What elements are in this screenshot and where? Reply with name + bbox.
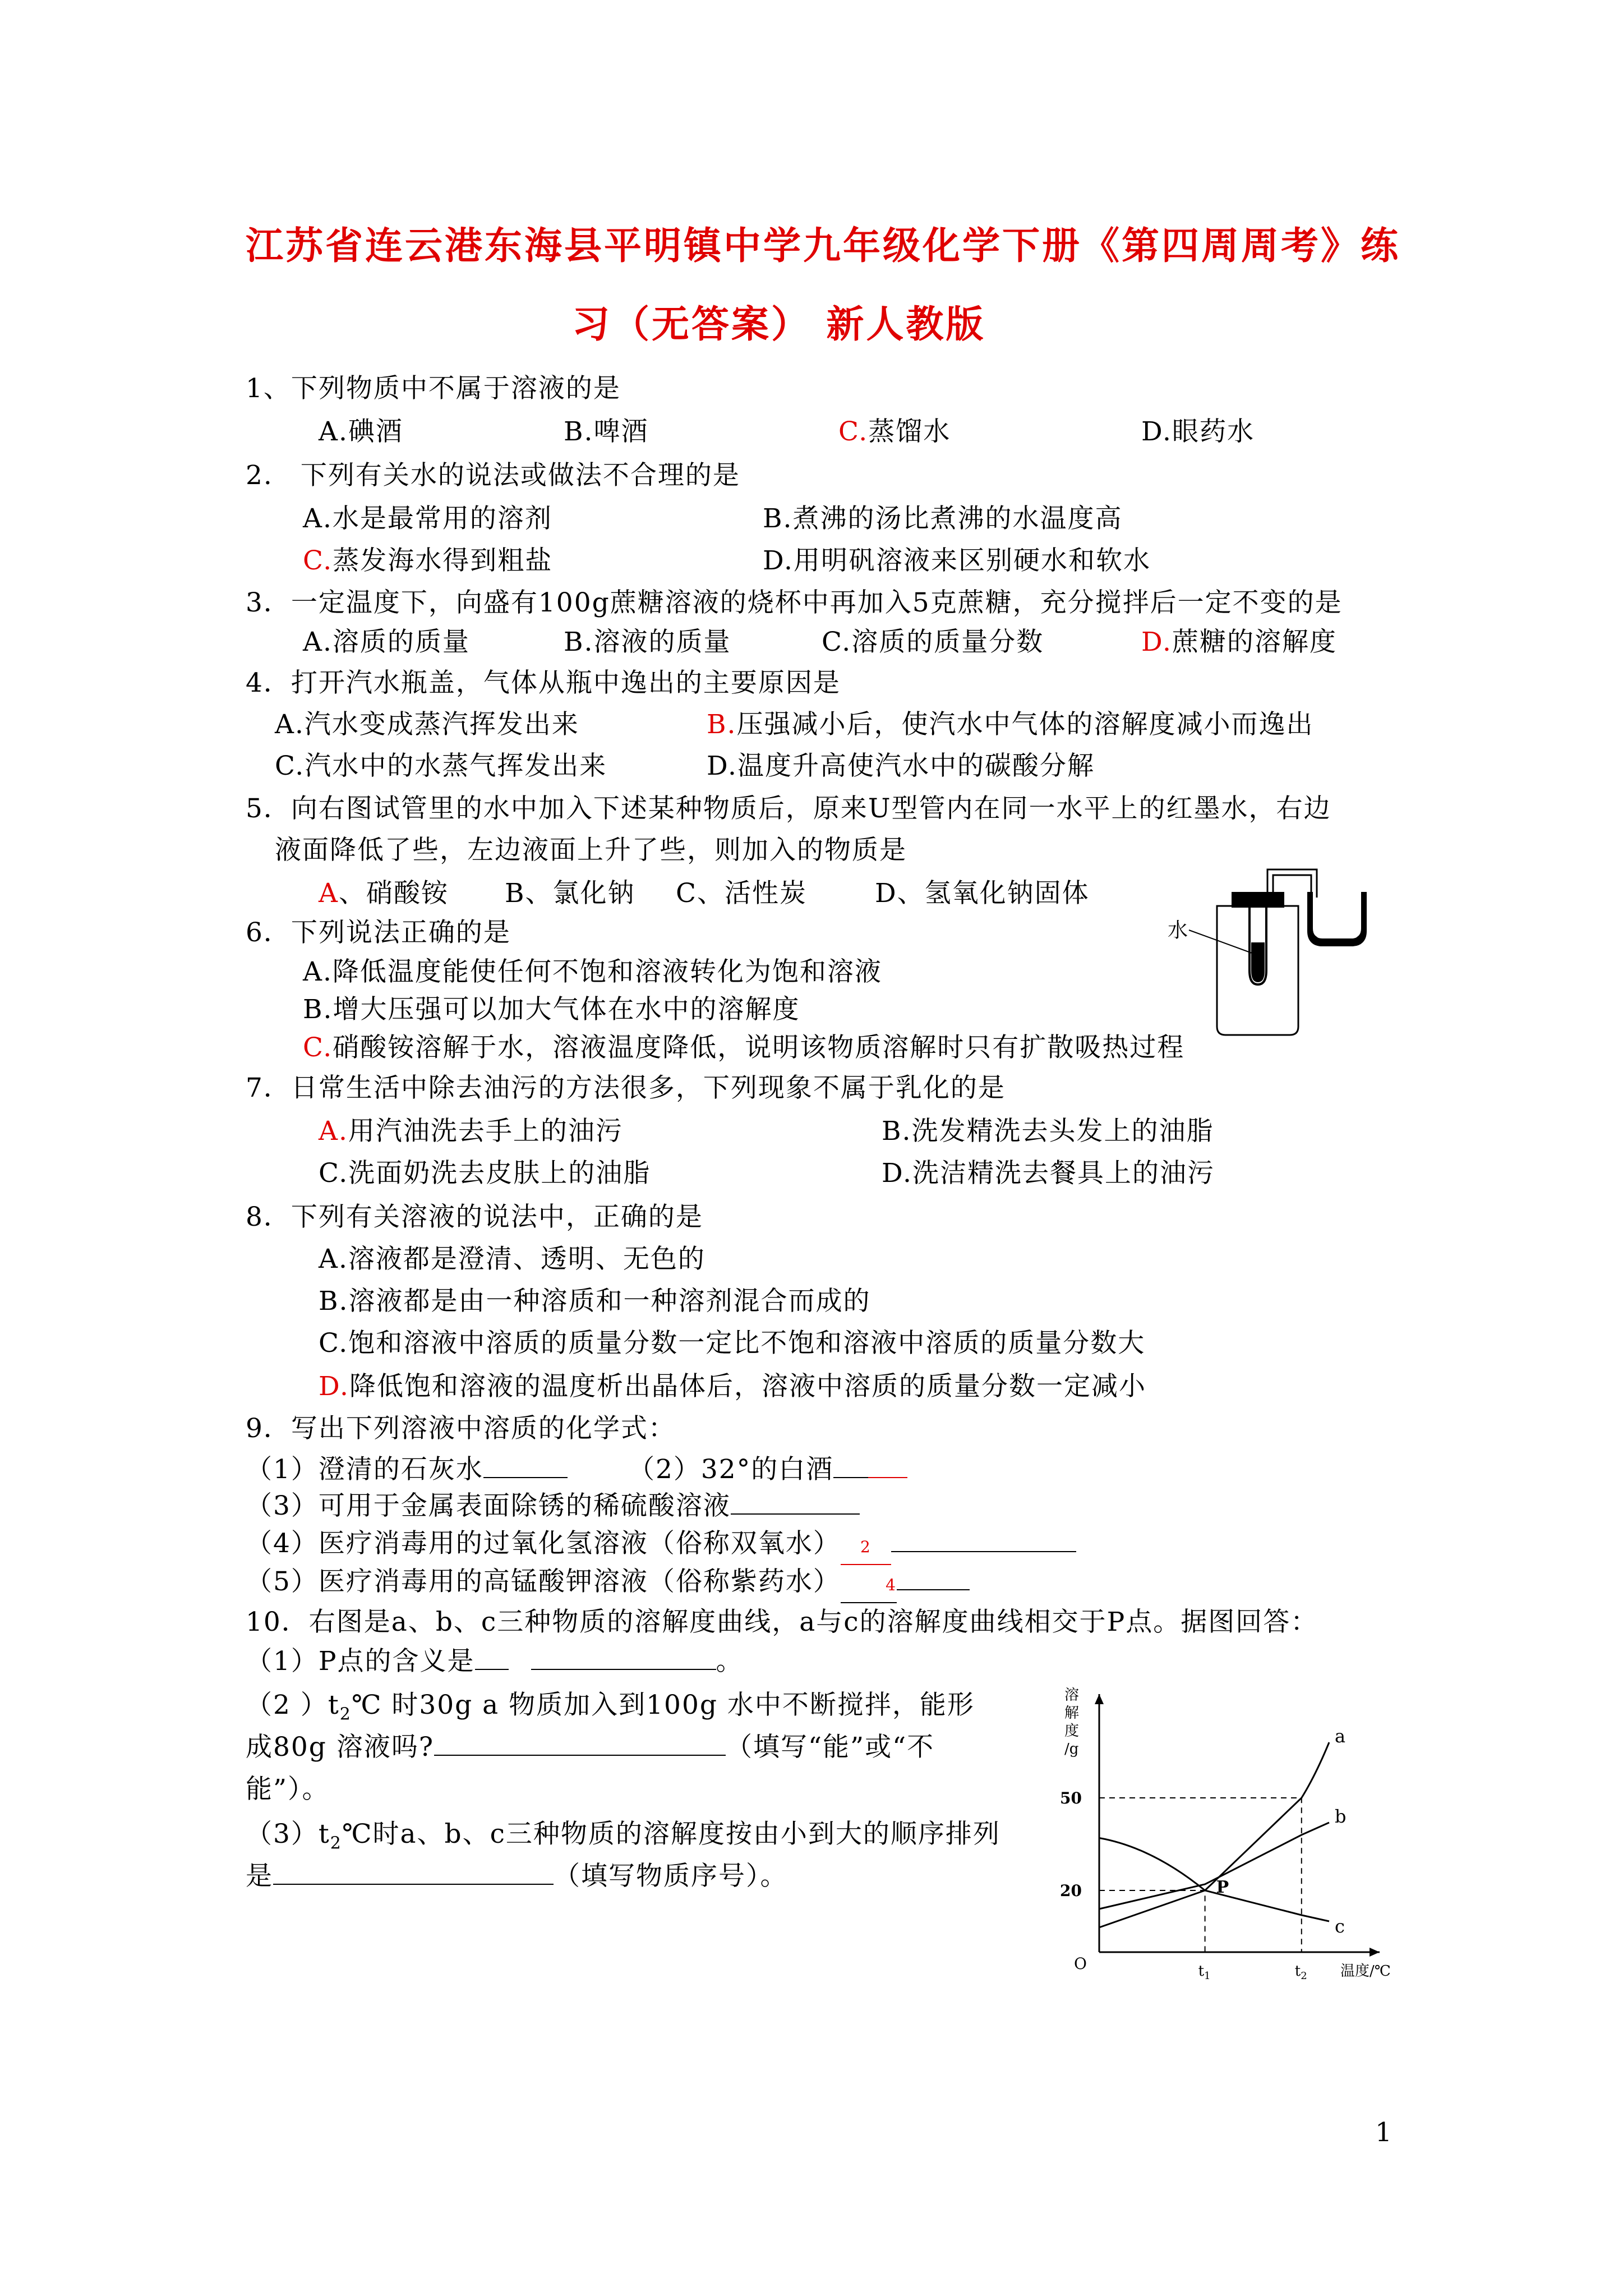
q9-item-5: （5）医疗消毒用的高锰酸钾溶液（俗称紫药水） 4 (246, 1565, 970, 1603)
q10-blank-3[interactable] (273, 1884, 554, 1885)
q2-option-c: C.蒸发海水得到粗盐 (303, 545, 553, 576)
u-tube-inner (1314, 892, 1360, 937)
q10-part-2-line1: （2 ）$t_2℃$ 时30g a 物质加入到100g 水中不断搅拌，能形 (246, 1690, 975, 1724)
q10-blank-1b[interactable] (531, 1669, 716, 1670)
q10-part-3-line2: 是 （填写物质序号）。 (246, 1861, 788, 1892)
q2-option-a: A.水是最常用的溶剂 (303, 503, 552, 534)
origin-label: O (1074, 1954, 1087, 1973)
q7-option-b: B.洗发精洗去头发上的油脂 (882, 1116, 1214, 1147)
q9-item-2: （2）32°的白酒 (628, 1453, 907, 1487)
q9-blank-3[interactable] (731, 1513, 860, 1515)
q6-option-b: B.增大压强可以加大气体在水中的溶解度 (303, 994, 800, 1025)
test-tube-liquid (1251, 942, 1265, 982)
water-label: 水 (1168, 919, 1188, 942)
q3-option-a: A.溶质的质量 (303, 627, 470, 657)
x-tick-t2: $t_2$ (1294, 1963, 1307, 1982)
x-tick-t1: $t_1$ (1198, 1963, 1211, 1982)
curve-a (1099, 1742, 1329, 1927)
q5-stem-line2: 液面降低了些，左边液面上升了些，则加入的物质是 (275, 835, 907, 866)
x-axis-label: 温度/℃ (1340, 1963, 1391, 1980)
q9-blank-5[interactable] (897, 1589, 970, 1590)
q1-option-b: B.啤酒 (564, 416, 649, 447)
q3-option-b: B.溶液的质量 (564, 627, 731, 657)
q5-stem-line1: 5．向右图试管里的水中加入下述某种物质后，原来U型管内在同一水平上的红墨水，右边 (246, 793, 1331, 824)
q2-option-b: B.煮沸的汤比煮沸的水温度高 (763, 503, 1123, 534)
q9-item-4: （4）医疗消毒用的过氧化氢溶液（俗称双氧水） 2 (246, 1527, 1076, 1565)
q3-option-c: C.溶质的质量分数 (822, 627, 1044, 657)
q10-part-1: （1）P点的含义是 。 (246, 1646, 744, 1677)
q3-option-d: D.蔗糖的溶解度 (1141, 627, 1337, 657)
q4-option-d: D.温度升高使汽水中的碳酸分解 (707, 751, 1095, 781)
q8-option-d: D.降低饱和溶液的温度析出晶体后，溶液中溶质的质量分数一定减小 (319, 1371, 1146, 1402)
q9-blank-2-red[interactable] (868, 1477, 907, 1478)
q6-option-c: C.硝酸铵溶解于水，溶液温度降低，说明该物质溶解时只有扩散吸热过程 (303, 1032, 1185, 1063)
q1-option-c: C.蒸馏水 (838, 416, 951, 447)
q6-stem: 6．下列说法正确的是 (246, 917, 511, 948)
q4-option-b: B.压强减小后，使汽水中气体的溶解度减小而逸出 (707, 709, 1314, 740)
bottle-stopper (1232, 892, 1284, 908)
solubility-curve-chart (1038, 1672, 1396, 1997)
q7-option-d: D.洗洁精洗去餐具上的油污 (882, 1158, 1215, 1189)
q10-blank-2[interactable] (434, 1755, 726, 1756)
q10-part-3-line1: $(3)t_2℃$时a、b、c三种物质的溶解度按由小到大的顺序排列 (246, 1819, 1000, 1853)
q9-blank-4-marked[interactable]: 2 (841, 1527, 891, 1565)
curve-label-c: c (1335, 1916, 1345, 1937)
y-axis-arrow (1095, 1694, 1104, 1704)
q8-option-b: B.溶液都是由一种溶质和一种溶剂混合而成的 (319, 1286, 871, 1317)
q2-stem: 2. 下列有关水的说法或做法不合理的是 (246, 460, 740, 491)
curve-label-b: b (1335, 1806, 1347, 1827)
y-tick-50: 50 (1060, 1789, 1082, 1807)
q9-blank-1[interactable] (483, 1477, 568, 1478)
q9-blank-5-marked[interactable]: 4 (841, 1565, 897, 1603)
q4-option-c: C.汽水中的水蒸气挥发出来 (275, 751, 607, 781)
q8-option-a: A.溶液都是澄清、透明、无色的 (319, 1244, 706, 1274)
doc-title-line2: 习（无答案） 新人教版 (572, 302, 986, 346)
q10-blank-1a[interactable] (475, 1669, 509, 1670)
q9-stem: 9．写出下列溶液中溶质的化学式： (246, 1413, 676, 1444)
q9-item-1: （1）澄清的石灰水 (246, 1453, 568, 1487)
curve-b (1099, 1823, 1329, 1909)
guide-t2 (1099, 1798, 1302, 1952)
q9-blank-4[interactable] (891, 1551, 1076, 1552)
curve-label-a: a (1335, 1726, 1346, 1747)
q5-option-a: A、硝酸铵 (319, 878, 449, 909)
q4-stem: 4．打开汽水瓶盖，气体从瓶中逸出的主要原因是 (246, 668, 841, 698)
q1-option-d: D.眼药水 (1141, 416, 1255, 447)
doc-title-line1: 江苏省连云港东海县平明镇中学九年级化学下册《第四周周考》练 (246, 224, 1400, 268)
u-tube-apparatus-figure (1155, 858, 1396, 1049)
page-number: 1 (1375, 2117, 1393, 2148)
q6-option-a: A.降低温度能使任何不饱和溶液转化为饱和溶液 (303, 956, 882, 987)
q8-stem: 8．下列有关溶液的说法中，正确的是 (246, 1202, 703, 1232)
y-axis-label: 溶解度/g (1064, 1687, 1080, 1757)
q9-blank-2-black[interactable] (833, 1477, 868, 1478)
q8-option-c: C.饱和溶液中溶质的质量分数一定比不饱和溶液中溶质的质量分数大 (319, 1328, 1146, 1359)
q4-option-a: A.汽水变成蒸汽挥发出来 (275, 709, 579, 740)
q5-option-b: B、氯化钠 (505, 878, 635, 909)
q5-option-d: D、氢氧化钠固体 (875, 878, 1090, 909)
q1-option-a: A.碘酒 (319, 416, 403, 447)
u-tube (1311, 892, 1363, 942)
q10-stem: 10．右图是a、b、c三种物质的溶解度曲线，a与c的溶解度曲线相交于P点。据图回答： (246, 1607, 1318, 1637)
q7-option-c: C.洗面奶洗去皮肤上的油脂 (319, 1158, 651, 1189)
q10-part-2-line2: 成80g 溶液吗? （填写“能”或“不 (246, 1732, 935, 1763)
point-p-label: P (1216, 1878, 1229, 1897)
y-tick-20: 20 (1060, 1881, 1082, 1900)
q3-stem: 3．一定温度下，向盛有100g蔗糖溶液的烧杯中再加入5克蔗糖，充分搅拌后一定不变的是 (246, 587, 1343, 618)
q7-stem: 7．日常生活中除去油污的方法很多，下列现象不属于乳化的是 (246, 1073, 1006, 1103)
water-label-line (1189, 930, 1253, 954)
q10-part-2-line3: 能”）。 (246, 1774, 330, 1805)
q5-option-c: C、活性炭 (676, 878, 807, 909)
q7-option-a: A.用汽油洗去手上的油污 (319, 1116, 623, 1147)
q2-option-d: D.用明矾溶液来区别硬水和软水 (763, 545, 1151, 576)
q9-item-3: （3）可用于金属表面除锈的稀硫酸溶液 (246, 1489, 860, 1523)
q1-stem: 1、下列物质中不属于溶液的是 (246, 373, 621, 404)
x-axis-arrow (1370, 1948, 1380, 1957)
